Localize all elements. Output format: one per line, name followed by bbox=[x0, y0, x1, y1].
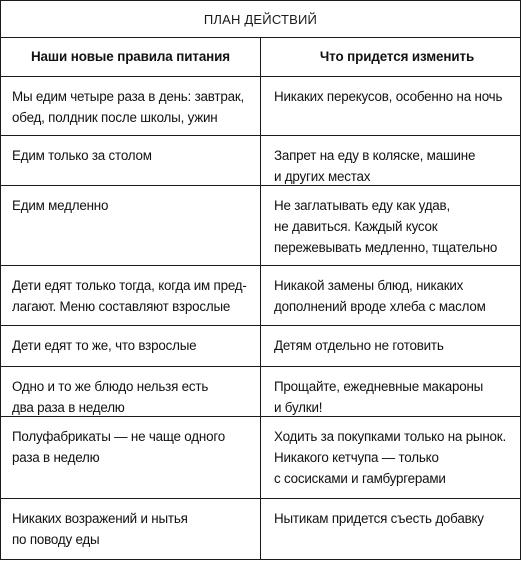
column-header-changes: Что придется изменить bbox=[261, 38, 520, 77]
rule-cell: Полуфабрикаты — не чаще одного раза в неделю bbox=[1, 417, 261, 499]
change-cell: Детям отдельно не готовить bbox=[261, 326, 520, 367]
rule-cell: Дети едят только тогда, когда им пред- лагают. Меню составляют взрослые bbox=[1, 266, 261, 326]
change-cell: Никакой замены блюд, никаких дополнений вроде хлеба с маслом bbox=[261, 266, 520, 326]
rule-cell: Едим только за столом bbox=[1, 136, 261, 186]
change-cell: Прощайте, ежедневные макароны и булки! bbox=[261, 367, 520, 417]
change-cell: Запрет на еду в коляске, машине и других местах bbox=[261, 136, 520, 186]
rule-cell: Одно и то же блюдо нельзя есть два раза в неделю bbox=[1, 367, 261, 417]
change-cell: Никаких перекусов, особенно на ночь bbox=[261, 77, 520, 136]
rule-cell: Едим медленно bbox=[1, 186, 261, 266]
change-cell: Не заглатывать еду как удав, не давиться. Каждый кусок пережевывать медленно, тщательно bbox=[261, 186, 520, 266]
column-header-rules: Наши новые правила питания bbox=[1, 38, 261, 77]
change-cell: Ходить за покупками только на рынок. Никакого кетчупа — только с сосисками и гамбургерами bbox=[261, 417, 520, 499]
rule-cell: Никаких возражений и нытья по поводу еды bbox=[1, 499, 261, 559]
table-title: ПЛАН ДЕЙСТВИЙ bbox=[1, 1, 520, 38]
rule-cell: Мы едим четыре раза в день: завтрак, обед, полдник после школы, ужин bbox=[1, 77, 261, 136]
change-cell: Нытикам придется съесть добавку bbox=[274, 511, 484, 526]
rule-cell: Дети едят то же, что взрослые bbox=[1, 326, 261, 367]
